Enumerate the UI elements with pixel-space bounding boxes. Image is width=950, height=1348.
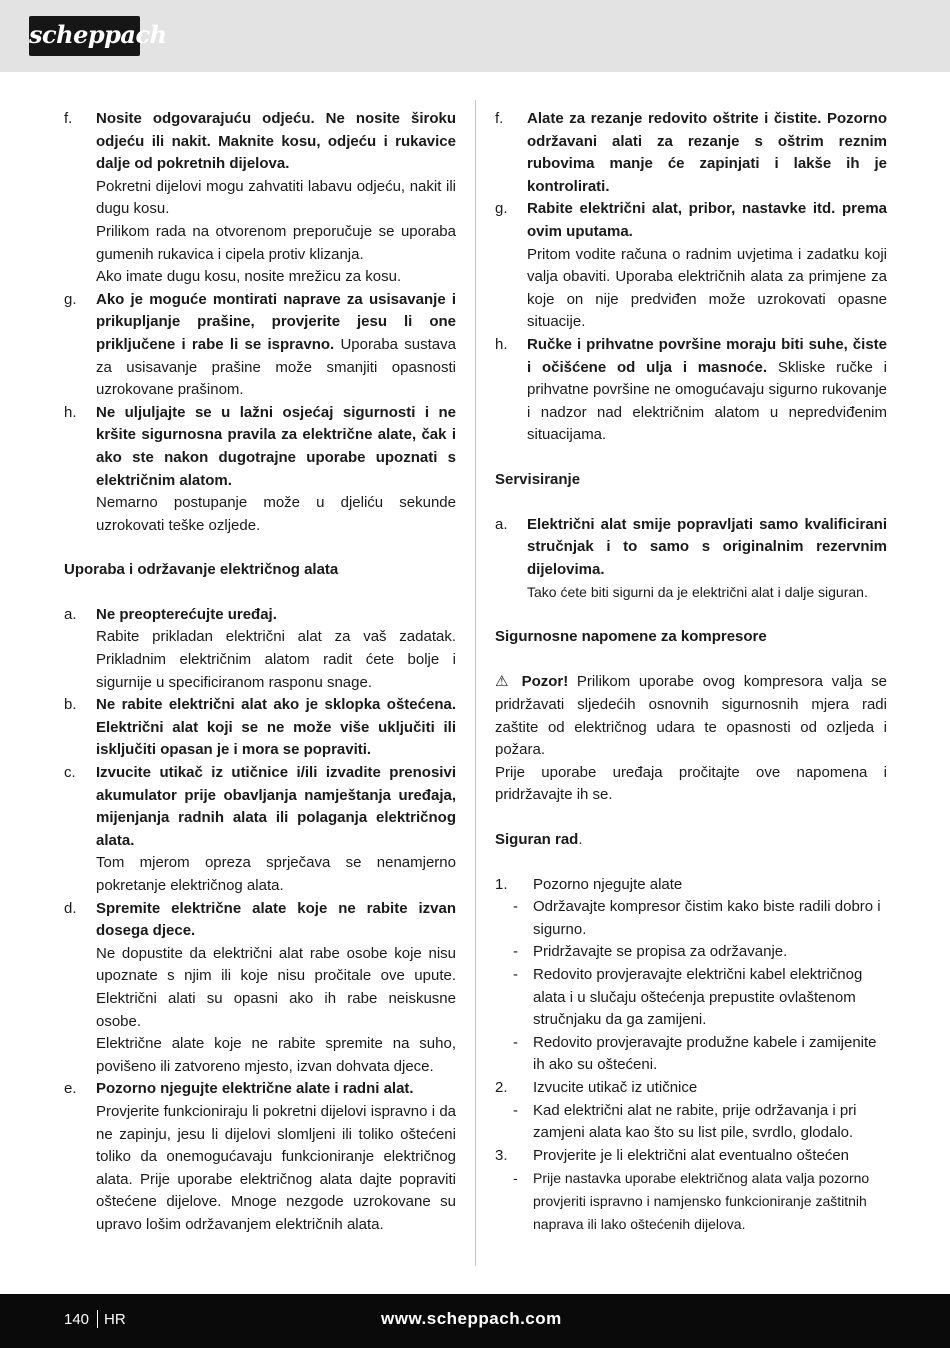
siguran-rad-label: Siguran rad [495,831,579,849]
list-item-g [64,289,456,402]
dash-item [495,941,887,964]
list-item-2 [495,1077,887,1100]
footer-band [0,1294,950,1348]
item-bold-text: Nosite odgovarajuću odjeću. Ne nosite široku odjeću ili nakit. Maknite kosu, odjeću i rukavice dalje od pokretnih dijelova. [96,110,456,173]
item-bold-text: Ručke i prihvatne površine moraju biti suhe, čiste i očišćene od ulja i masnoće. [527,335,887,376]
website-url: www.scheppach.com [381,1309,562,1328]
item-text: Prije nastavka uporabe električnog alata valja pozorno provjeriti ispravno i namjensko funkcioniranje zaštitnih naprava ili lako oštećenih dijelova. [533,1170,870,1232]
item-bold-text: Ne uljuljajte se u lažni osjećaj sigurnosti i ne kršite sigurnosna pravila za električne alate, čak i ako ste nakon dugotrajne uporabe upoznati s električnim alatom. [96,403,456,489]
header-band [0,0,950,72]
item-bold-text: Rabite električni alat, pribor, nastavke itd. prema ovim uputama. [527,200,887,240]
dash-marker: - [513,966,518,983]
item-text: Uporaba sustava za usisavanje prašine može smanjiti opasnosti uzrokovane prašinom. [96,335,456,399]
list-item-3 [495,1145,887,1168]
warning-icon: ⚠ [495,672,513,691]
item-label: d. [64,899,77,917]
item-label: f. [495,110,504,127]
siguran-rad-heading [495,829,887,852]
numbered-list [495,874,887,1236]
list-item-f [64,108,456,289]
section-heading-servisiranje: Servisiranje [495,470,581,488]
spacer [495,852,887,874]
dash-marker: - [513,1170,518,1187]
item-label: e. [64,1080,77,1098]
item-label: h. [495,335,508,353]
item-bold-text: Ne preopterećujte uređaj. [96,605,277,623]
item-label: a. [64,605,77,623]
language-code: HR [104,1311,126,1328]
item-text: Nemarno postupanje može u djeliću sekunde uzrokovati teške ozljede. [96,494,456,534]
list-item-f [495,108,887,198]
item-text: Pridržavajte se propisa za održavanje. [533,943,788,961]
item-text: Redovito provjeravajte produžne kabele i zamijenite ih ako su oštećeni. [533,1033,877,1074]
section-heading-kompresori: Sigurnosne napomene za kompresore [495,627,767,645]
item-number: 3. [495,1146,508,1164]
item-number: 1. [495,875,508,893]
dash-item [495,1100,887,1145]
warning-paragraph [495,670,887,761]
item-text: Električne alate koje ne rabite spremite na suho, povišeno ili zatvoreno mjesto, izvan dohvata djece. [96,1035,456,1075]
item-text: Pokretni dijelovi mogu zahvatiti labavu odjeću, nakit ili dugu kosu. [96,177,456,218]
warning-text: Prilikom uporabe ovog kompresora valja se pridržavati sljedećih osnovnih sigurnosnih mjera radi zaštite od električnog udara te opasnosti od ozljeda i požara. [495,673,887,759]
dash-marker: - [513,943,518,961]
item-label: a. [495,515,508,533]
dash-marker: - [513,898,518,916]
warning-label: Pozor! [521,673,569,691]
item-text: Kad električni alat ne rabite, prije održavanja i pri zamjeni alata kao što su list pile, svrdlo, glodalo. [533,1101,857,1142]
left-column [64,108,456,1237]
section-heading: Uporaba i održavanje električnog alata [64,561,339,579]
list-item-d [64,898,456,1079]
item-text: Ako imate dugu kosu, nosite mrežicu za kosu. [96,268,402,286]
item-bold-text: Električni alat smije popravljati samo kvalificirani stručnjak i to samo s originalnim rezervnim dijelovima. [527,515,887,578]
item-bold-text: Alate za rezanje redovito oštrite i čistite. Pozorno održavani alati za rezanje s oštrim reznim rubovima manje će zapinjati i lakše ih je kontrolirati. [527,110,887,195]
siguran-rad-dot: . [578,831,583,849]
item-text: Održavajte kompresor čistim kako biste radili dobro i sigurno. [533,898,881,938]
list-item-h [64,402,456,538]
item-label: b. [64,696,77,714]
list-item-servis-a [495,514,887,604]
dash-item [495,1167,887,1235]
item-text: Tako ćete biti sigurni da je električni alat i dalje siguran. [527,584,868,601]
item-bold-text: Pozorno njegujte električne alate i radni alat. [96,1080,414,1098]
item-label: c. [64,764,76,782]
item-text: Rabite prikladan električni alat za vaš zadatak. Prikladnim električnim alatom radit ćete bolje i sigurnije u specificiranom rasponu snage. [96,628,456,691]
list-item-c [64,762,456,898]
list-item-e [64,1078,456,1236]
item-text: Tom mjerom opreza sprječava se nenamjerno pokretanje električnog alata. [96,854,456,894]
item-label: g. [495,200,508,218]
page-number: 140 [64,1311,90,1328]
list-item-b [64,694,456,762]
item-bold-text: Ako je moguće montirati naprave za usisavanje i prikupljanje prašine, provjerite jesu li one priključene i rabe li se ispravno. [96,290,456,353]
list-item-a [64,604,456,694]
item-text: Provjerite je li električni alat eventualno oštećen [533,1146,850,1164]
dash-marker: - [513,1033,518,1051]
item-bold-text: Izvucite utikač iz utičnice i/ili izvadite prenosivi akumulator prije obavljanja namještanja uređaja, mijenjanja radnih alata ili polaganja električnog alata. [96,764,456,849]
spacer [495,807,887,829]
dash-item [495,896,887,941]
item-label: h. [64,403,77,421]
item-text: Pozorno njegujte alate [533,875,683,893]
list-item-1 [495,874,887,897]
item-text: Provjerite funkcioniraju li pokretni dijelovi ispravno i da ne zapinju, jesu li dijelovi slomljeni ili toliko oštećeni toliko da onemogućavaju funkcioniranje električnog alata. Prije uporabe električnog alata dajte popraviti oštećene dijelove. Mnoge nezgode uzrokovane su upravo lošim održavanjem električnih alata. [96,1102,456,1233]
item-label: f. [64,110,73,127]
dash-marker: - [513,1101,518,1119]
warning-followup: Prije uporabe uređaja pročitajte ove napomena i pridržavajte ih se. [495,763,887,804]
right-column [495,108,887,1235]
item-bold-text: Spremite električne alate koje ne rabite izvan dosega djece. [96,899,456,940]
item-text: Skliske ručke i prihvatne površine ne omogućavaju sigurno rukovanje i nadzor nad električnim alatom u nepredviđenim situacijama. [527,358,887,444]
item-text: Izvucite utikač iz utičnice [533,1078,698,1096]
item-label: g. [64,290,77,308]
item-number: 2. [495,1078,508,1096]
dash-item [495,1032,887,1077]
item-text: Pritom vodite računa o radnim uvjetima i zadatku koji valja obaviti. Uporaba električnih alata za primjene za koje on nije predviđen može uzrokovati opasne situacije. [527,245,887,331]
footer-separator [97,1310,98,1328]
scheppach-logo: scheppach [29,16,140,56]
list-item-h [495,334,887,447]
item-text: Prilikom rada na otvorenom preporučuje se uporaba gumenih rukavica i cipela protiv klizanja. [96,222,456,263]
item-text: Ne dopustite da električni alat rabe osobe koje nisu upoznate s njim ili koje nisu pročitale ove upute. Električni alati su opasni ako ih rabe neiskusne osobe. [96,944,456,1030]
column-divider [475,100,476,1266]
item-bold-text: Ne rabite električni alat ako je sklopka oštećena. Električni alat koji se ne može više uključiti ili isključiti opasan je i mora se popraviti. [96,696,456,759]
dash-item [495,964,887,1032]
list-item-g [495,198,887,334]
item-text: Redovito provjeravajte električni kabel električnog alata i u slučaju oštećenja prepustite ovlaštenom stručnjaku da ga zamijeni. [533,966,863,1029]
